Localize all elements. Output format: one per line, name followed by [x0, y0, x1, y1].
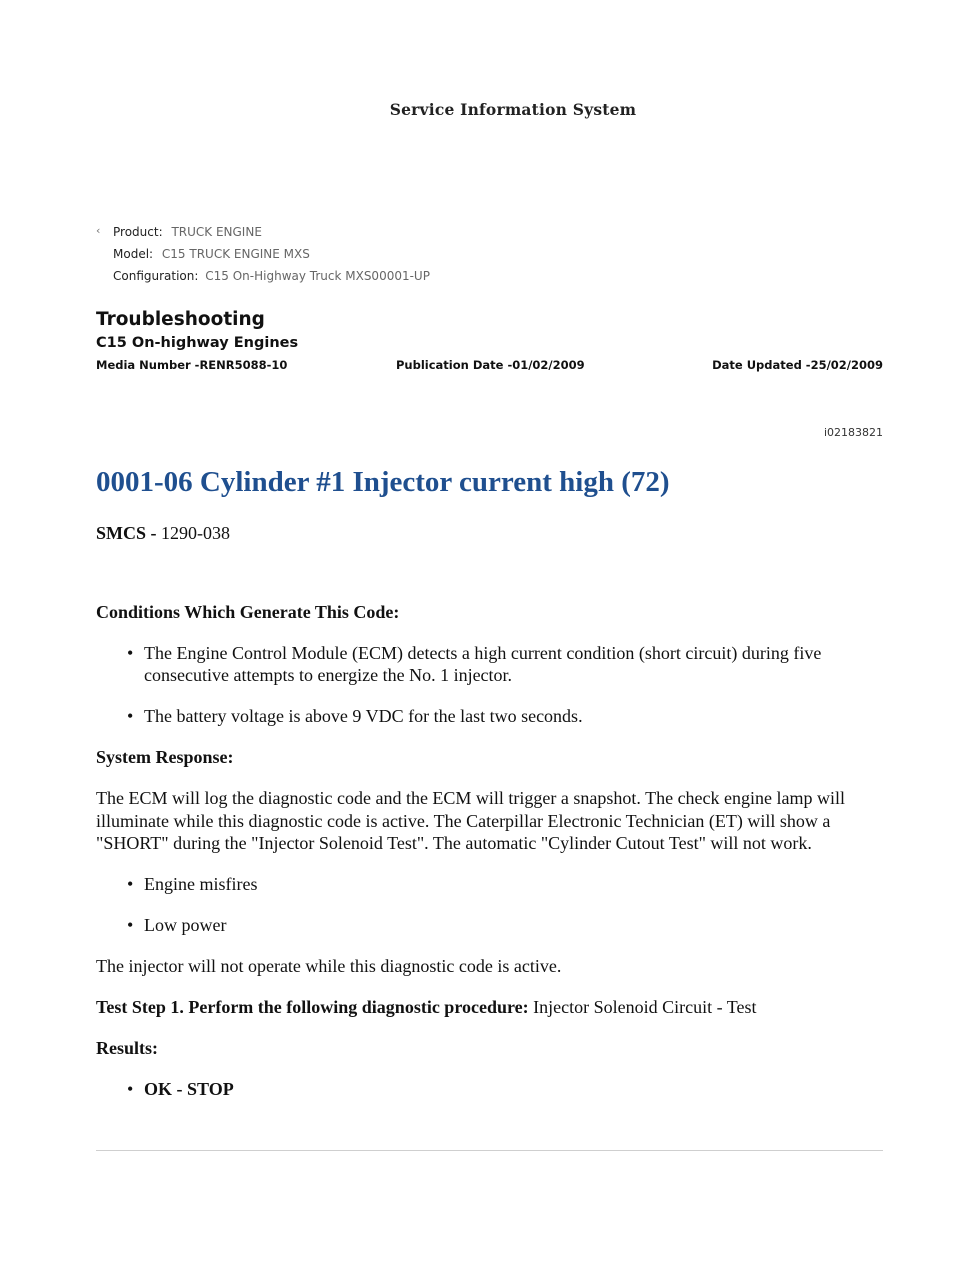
product-label: Product: — [113, 225, 163, 239]
results-heading: Results: — [96, 1038, 158, 1058]
smcs-line — [96, 522, 883, 545]
media-number: Media Number -RENR5088-10 — [96, 358, 288, 372]
smcs-value: 1290-038 — [161, 523, 231, 543]
test-step-link[interactable]: Injector Solenoid Circuit - Test — [533, 997, 757, 1017]
breadcrumb-product — [96, 224, 430, 246]
model-value[interactable]: C15 TRUCK ENGINE MXS — [161, 247, 310, 261]
article-title: 0001-06 Cylinder #1 Injector current high (72) — [96, 466, 670, 498]
list-item — [96, 1078, 883, 1101]
config-label: Configuration: — [113, 269, 199, 283]
list-item — [96, 642, 883, 687]
divider — [96, 1150, 883, 1151]
article — [96, 462, 883, 1101]
document-subtitle: C15 On-highway Engines — [96, 335, 299, 351]
chevron-left-icon[interactable]: ‹ — [96, 224, 101, 237]
conditions-heading: Conditions Which Generate This Code: — [96, 601, 400, 622]
model-label: Model: — [113, 247, 154, 261]
symptom-text: Engine misfires — [144, 874, 258, 894]
test-step-label: Test Step 1. Perform the following diagnostic procedure: — [96, 997, 529, 1017]
bullet-icon: • — [127, 874, 134, 894]
publication-date: Publication Date -01/02/2009 — [396, 358, 585, 372]
condition-text: The Engine Control Module (ECM) detects a high current condition (short circuit) during five consecutive attempts to energize the No. 1 injector. — [144, 642, 822, 685]
response-heading: System Response: — [96, 747, 234, 767]
product-value[interactable]: TRUCK ENGINE — [171, 225, 262, 239]
section-title: Troubleshooting — [96, 309, 265, 330]
symptoms-list — [96, 873, 883, 937]
bullet-icon: • — [127, 642, 134, 663]
symptom-text: Low power — [144, 915, 227, 935]
system-title-text: Service Information System — [389, 100, 637, 119]
system-title — [0, 100, 979, 120]
list-item — [96, 914, 883, 937]
list-item — [96, 873, 883, 896]
document-header — [96, 308, 883, 374]
conditions-list — [96, 642, 883, 728]
test-step — [96, 996, 883, 1019]
config-value[interactable]: C15 On-Highway Truck MXS00001-UP — [205, 269, 430, 283]
bullet-icon: • — [127, 1079, 134, 1099]
breadcrumb — [96, 224, 430, 290]
date-updated: Date Updated -25/02/2009 — [712, 358, 883, 372]
breadcrumb-model — [96, 246, 430, 268]
result-text: OK - STOP — [144, 1079, 234, 1099]
response-text: The ECM will log the diagnostic code and the ECM will trigger a snapshot. The check engine lamp will illuminate while this diagnostic code is active. The Caterpillar Electronic Technician (ET) will show a "SHORT" during the "Injector Solenoid Test". The automatic "Cylinder Cutout Test" will not work. — [96, 788, 846, 853]
condition-text: The battery voltage is above 9 VDC for the last two seconds. — [144, 706, 583, 726]
smcs-label: SMCS - — [96, 523, 157, 543]
document-meta — [96, 358, 883, 374]
results-list — [96, 1078, 883, 1101]
breadcrumb-configuration — [96, 268, 430, 290]
list-item — [96, 705, 883, 728]
document-id: i02183821 — [823, 426, 883, 439]
bullet-icon: • — [127, 706, 134, 726]
bullet-icon: • — [127, 915, 134, 935]
injector-note: The injector will not operate while this diagnostic code is active. — [96, 956, 562, 976]
